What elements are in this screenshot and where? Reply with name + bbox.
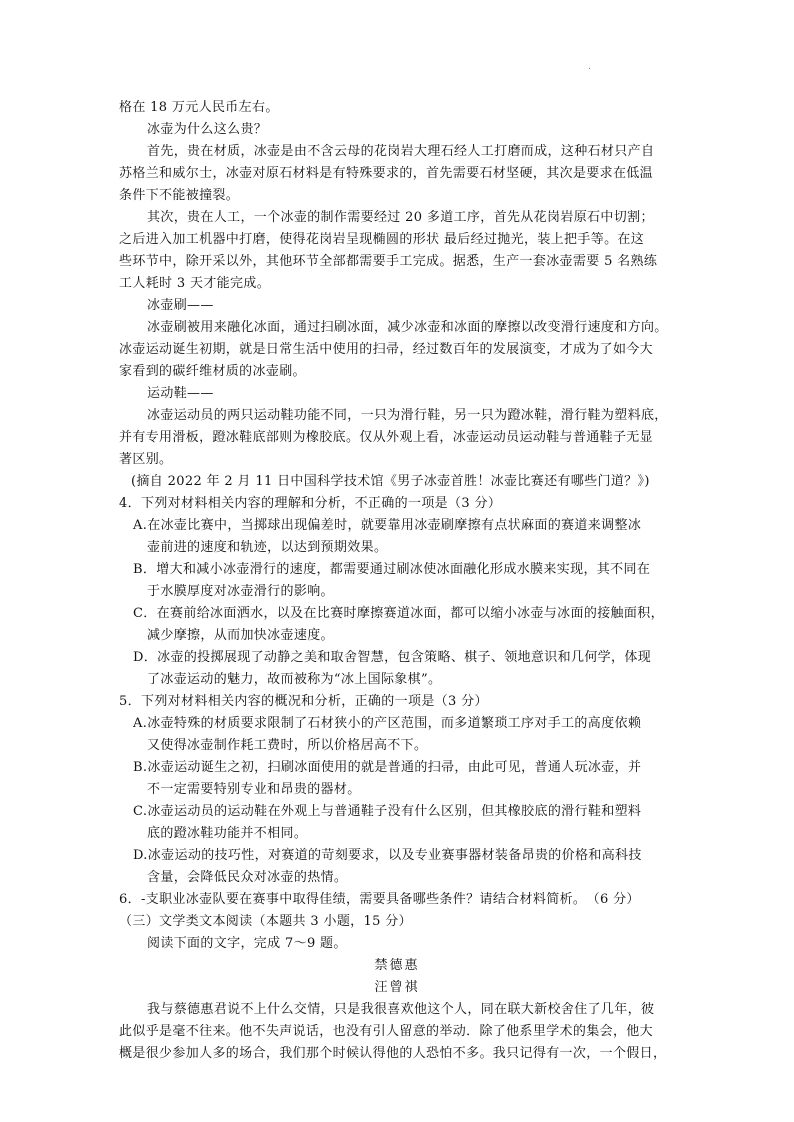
text-line: 苏格兰和威尔士，冰壶对原石材料是有特殊要求的，首先需要石材坚硬，其次是要求在低温: [119, 166, 654, 181]
text-line: 我与蔡德惠君说不上什么交情，只是我很喜欢他这个人，同在联大新校舍住了几年，彼: [147, 1002, 655, 1017]
text-line: 著区别。: [119, 452, 173, 467]
source-citation: (摘自 2022 年 2 月 11 日中国科学技术馆《男子冰壶首胜！冰壶比赛还有哪些门道？》): [131, 474, 650, 489]
option-b: B.冰壶运动诞生之初，扫刷冰面使用的就是普通的扫帚，由此可见，普通人玩冰壶，并: [133, 760, 642, 775]
story-title: 禁德惠: [374, 958, 420, 973]
text-line: 条件下不能被撞裂。: [119, 188, 240, 203]
option-a-cont: 又使得冰壶制作耗工费时，所以价格居高不下。: [147, 738, 428, 753]
option-c: C.冰壶运动员的运动鞋在外观上与普通鞋子没有什么区别，但其橡胶底的滑行鞋和塑料: [133, 804, 642, 819]
text-line: 其次，贵在人工，一个冰壶的制作需要经过 20 多道工序，首先从花岗岩原石中切割；: [147, 210, 654, 225]
question-6: 6．-支职业冰壶队要在赛事中取得佳绩，需要具备哪些条件？请结合材料简析。 （6 分）: [119, 892, 640, 907]
option-c-cont: 底的蹬冰鞋功能并不相同。: [147, 826, 308, 841]
text-line: 冰壶运动员的两只运动鞋功能不同，一只为滑行鞋，另一只为蹬冰鞋，滑行鞋为塑料底，: [147, 408, 668, 423]
text-line: 格在 18 万元人民币左右。: [119, 100, 279, 115]
option-b: B．增大和减小冰壶滑行的速度，都需要通过刷冰使冰面融化形成水膜来实现，其不同在: [133, 562, 651, 577]
option-a: A.在冰壶比赛中，当掷球出现偏差时，就要靠用冰壶刷摩擦有点状麻面的赛道来调整冰: [133, 518, 642, 533]
text-line: 冰壶刷被用来融化冰面，通过扫刷冰面，减少冰壶和冰面的摩擦以改变滑行速度和方向。: [147, 320, 668, 335]
question-4: 4．下列对材料相关内容的理解和分析，不正确的一项是（3 分）: [119, 496, 502, 511]
option-d-cont: 了冰壶运动的魅力，故而被称为“冰上国际象棋”。: [147, 672, 442, 687]
text-line: 工人耗时 3 天才能完成。: [119, 276, 271, 291]
option-a: A.冰壶特殊的材质要求限制了石材狭小的产区范围，而多道繁琐工序对手工的高度依赖: [133, 716, 642, 731]
option-b-cont: 于水膜厚度对冰壶滑行的影响。: [147, 584, 334, 599]
text-line: 之后进入加工机器中打磨，使得花岗岩呈现椭圆的形状 最后经过抛光，装上把手等。在这: [119, 232, 645, 247]
text-line: 运动鞋——: [147, 386, 214, 401]
instruction: 阅读下面的文字，完成 7～9 题。: [147, 936, 347, 951]
option-a-cont: 壶前进的速度和轨迹，以达到预期效果。: [147, 540, 388, 555]
option-c: C．在赛前给冰面洒水，以及在比赛时摩擦赛道冰面，都可以缩小冰壶与冰面的接触面积，: [133, 606, 664, 621]
text-line: 此似乎是毫不往来。他不失声说话，也没有引人留意的举动．除了他系里学术的集会，他大: [119, 1024, 654, 1039]
option-c-cont: 减少摩擦，从而加快冰壶速度。: [147, 628, 334, 643]
option-d: D．冰壶的投掷展现了动静之美和取舍智慧，包含策略、棋子、领地意识和几何学，体现: [133, 650, 652, 665]
question-5: 5．下列对材料相关内容的概况和分析，正确的一项是（3 分）: [119, 694, 488, 709]
text-line: 些环节中，除开采以外，其他环节全部都需要手工完成。据悉，生产一套冰壶需要 5 名熟练: [119, 254, 658, 269]
text-line: 家看到的碳纤维材质的冰壶刷。: [119, 364, 306, 379]
page-mark: .: [588, 62, 591, 72]
text-line: 冰壶为什么这么贵？: [147, 122, 268, 137]
option-d-cont: 含量，会降低民众对冰壶的热情。: [147, 870, 348, 885]
option-d: D.冰壶运动的技巧性，对赛道的苛刻要求，以及专业赛事器材装备昂贵的价格和高科技: [133, 848, 642, 863]
text-line: 冰壶刷——: [147, 298, 214, 313]
text-line: 并有专用滑板，蹬冰鞋底部则为橡胶底。仅从外观上看，冰壶运动员运动鞋与普通鞋子无显: [119, 430, 654, 445]
option-b-cont: 不一定需要特别专业和昂贵的器材。: [147, 782, 361, 797]
text-line: 冰壶运动诞生初期，就是日常生活中使用的扫帚，经过数百年的发展演变，才成为了如今大: [119, 342, 654, 357]
text-line: 概是很少参加人多的场合，我们那个时候认得他的人恐怕不多。我只记得有一次，一个假日，: [119, 1046, 667, 1061]
section-heading: （三）文学类文本阅读（本题共 3 小题，15 分）: [119, 914, 412, 929]
text-line: 首先，贵在材质，冰壶是由不含云母的花岗岩大理石经人工打磨而成，这种石材只产自: [147, 144, 655, 159]
story-author: 汪曾祺: [374, 980, 420, 995]
